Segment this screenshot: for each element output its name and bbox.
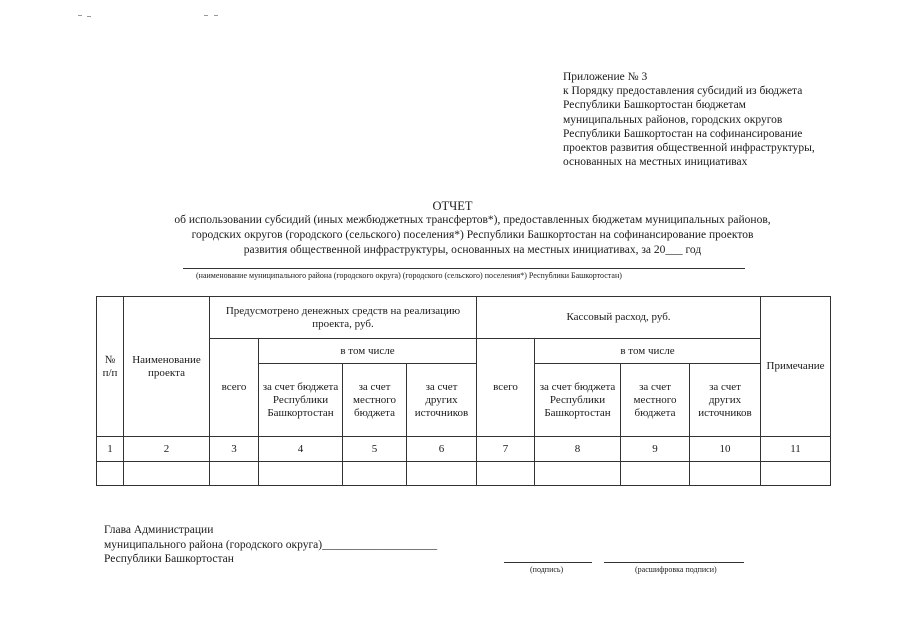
decode-field-line [604,562,744,563]
table-cell[interactable] [210,462,259,486]
signature-caption: (подпись) [530,565,564,574]
annex-line: Приложение № 3 [563,71,648,83]
decode-caption: (расшифровка подписи) [635,565,717,574]
table-cell[interactable] [690,462,761,486]
table-cell[interactable] [621,462,690,486]
column-number: 6 [407,437,477,462]
subtitle-line: городских округов (городского (сельского) поселения*) Республики Башкортостан на софинансирование проектов [191,229,754,241]
header-planned-including: в том числе [259,339,477,364]
header-cash-total: всего [477,339,535,437]
header-cash-local: за счет местного бюджета [621,364,690,437]
table-cell[interactable] [535,462,621,486]
table-cell[interactable] [477,462,535,486]
municipality-name-caption: (наименование муниципального района (городского округа) (городского (сельского) поселения*) Республики Башкортостан) [196,271,622,280]
report-title: ОТЧЕТ [432,199,473,213]
report-subtitle [120,213,825,258]
annex-line: Республики Башкортостан на софинансирование [563,127,803,140]
column-number: 9 [621,437,690,462]
header-planned-local: за счет местного бюджета [343,364,407,437]
signature-line: Глава Администрации [104,524,214,536]
column-number: 1 [97,437,124,462]
table-cell[interactable] [259,462,343,486]
annex-block [563,70,863,169]
subtitle-line: об использовании субсидий (иных межбюджетных трансфертов*), предоставленных бюджетам муниципальных районов, [174,214,771,226]
annex-line: муниципальных районов, городских округов [563,113,783,126]
annex-line: основанных на местных инициативах [563,156,748,169]
table-cell[interactable] [124,462,210,486]
annex-line: проектов развития общественной инфраструктуры, [563,142,815,155]
header-note: Примечание [761,297,831,437]
column-number: 5 [343,437,407,462]
table-cell[interactable] [343,462,407,486]
municipality-name-line [183,268,745,269]
table-row [97,462,831,486]
annex-line: Республики Башкортостан бюджетам [563,99,746,112]
table-cell[interactable] [407,462,477,486]
table-cell[interactable] [97,462,124,486]
header-planned-rb: за счет бюджета Республики Башкортостан [259,364,343,437]
header-cash-including: в том числе [535,339,761,364]
header-project-name: Наименование проекта [124,297,210,437]
column-number: 3 [210,437,259,462]
header-planned-funds: Предусмотрено денежных средств на реализацию проекта, руб. [210,297,477,339]
column-number: 2 [124,437,210,462]
header-planned-other: за счет других источников [407,364,477,437]
column-number: 10 [690,437,761,462]
column-number: 8 [535,437,621,462]
subtitle-line: развития общественной инфраструктуры, основанных на местных инициативах, за 20___ год [243,244,702,256]
signature-block [104,523,437,567]
report-table [96,296,831,486]
annex-line: к Порядку предоставления субсидий из бюджета [563,85,803,98]
table-cell[interactable] [761,462,831,486]
header-planned-total: всего [210,339,259,437]
header-num: № п/п [97,297,124,437]
signature-line: муниципального района (городского округа)____________________ [104,538,438,551]
scan-marks [78,14,218,18]
column-number: 11 [761,437,831,462]
column-number: 4 [259,437,343,462]
header-cash-other: за счет других источников [690,364,761,437]
column-number: 7 [477,437,535,462]
signature-line: Республики Башкортостан [104,553,234,565]
header-cash-rb: за счет бюджета Республики Башкортостан [535,364,621,437]
header-cash-expense: Кассовый расход, руб. [477,297,761,339]
signature-field-line [504,562,592,563]
